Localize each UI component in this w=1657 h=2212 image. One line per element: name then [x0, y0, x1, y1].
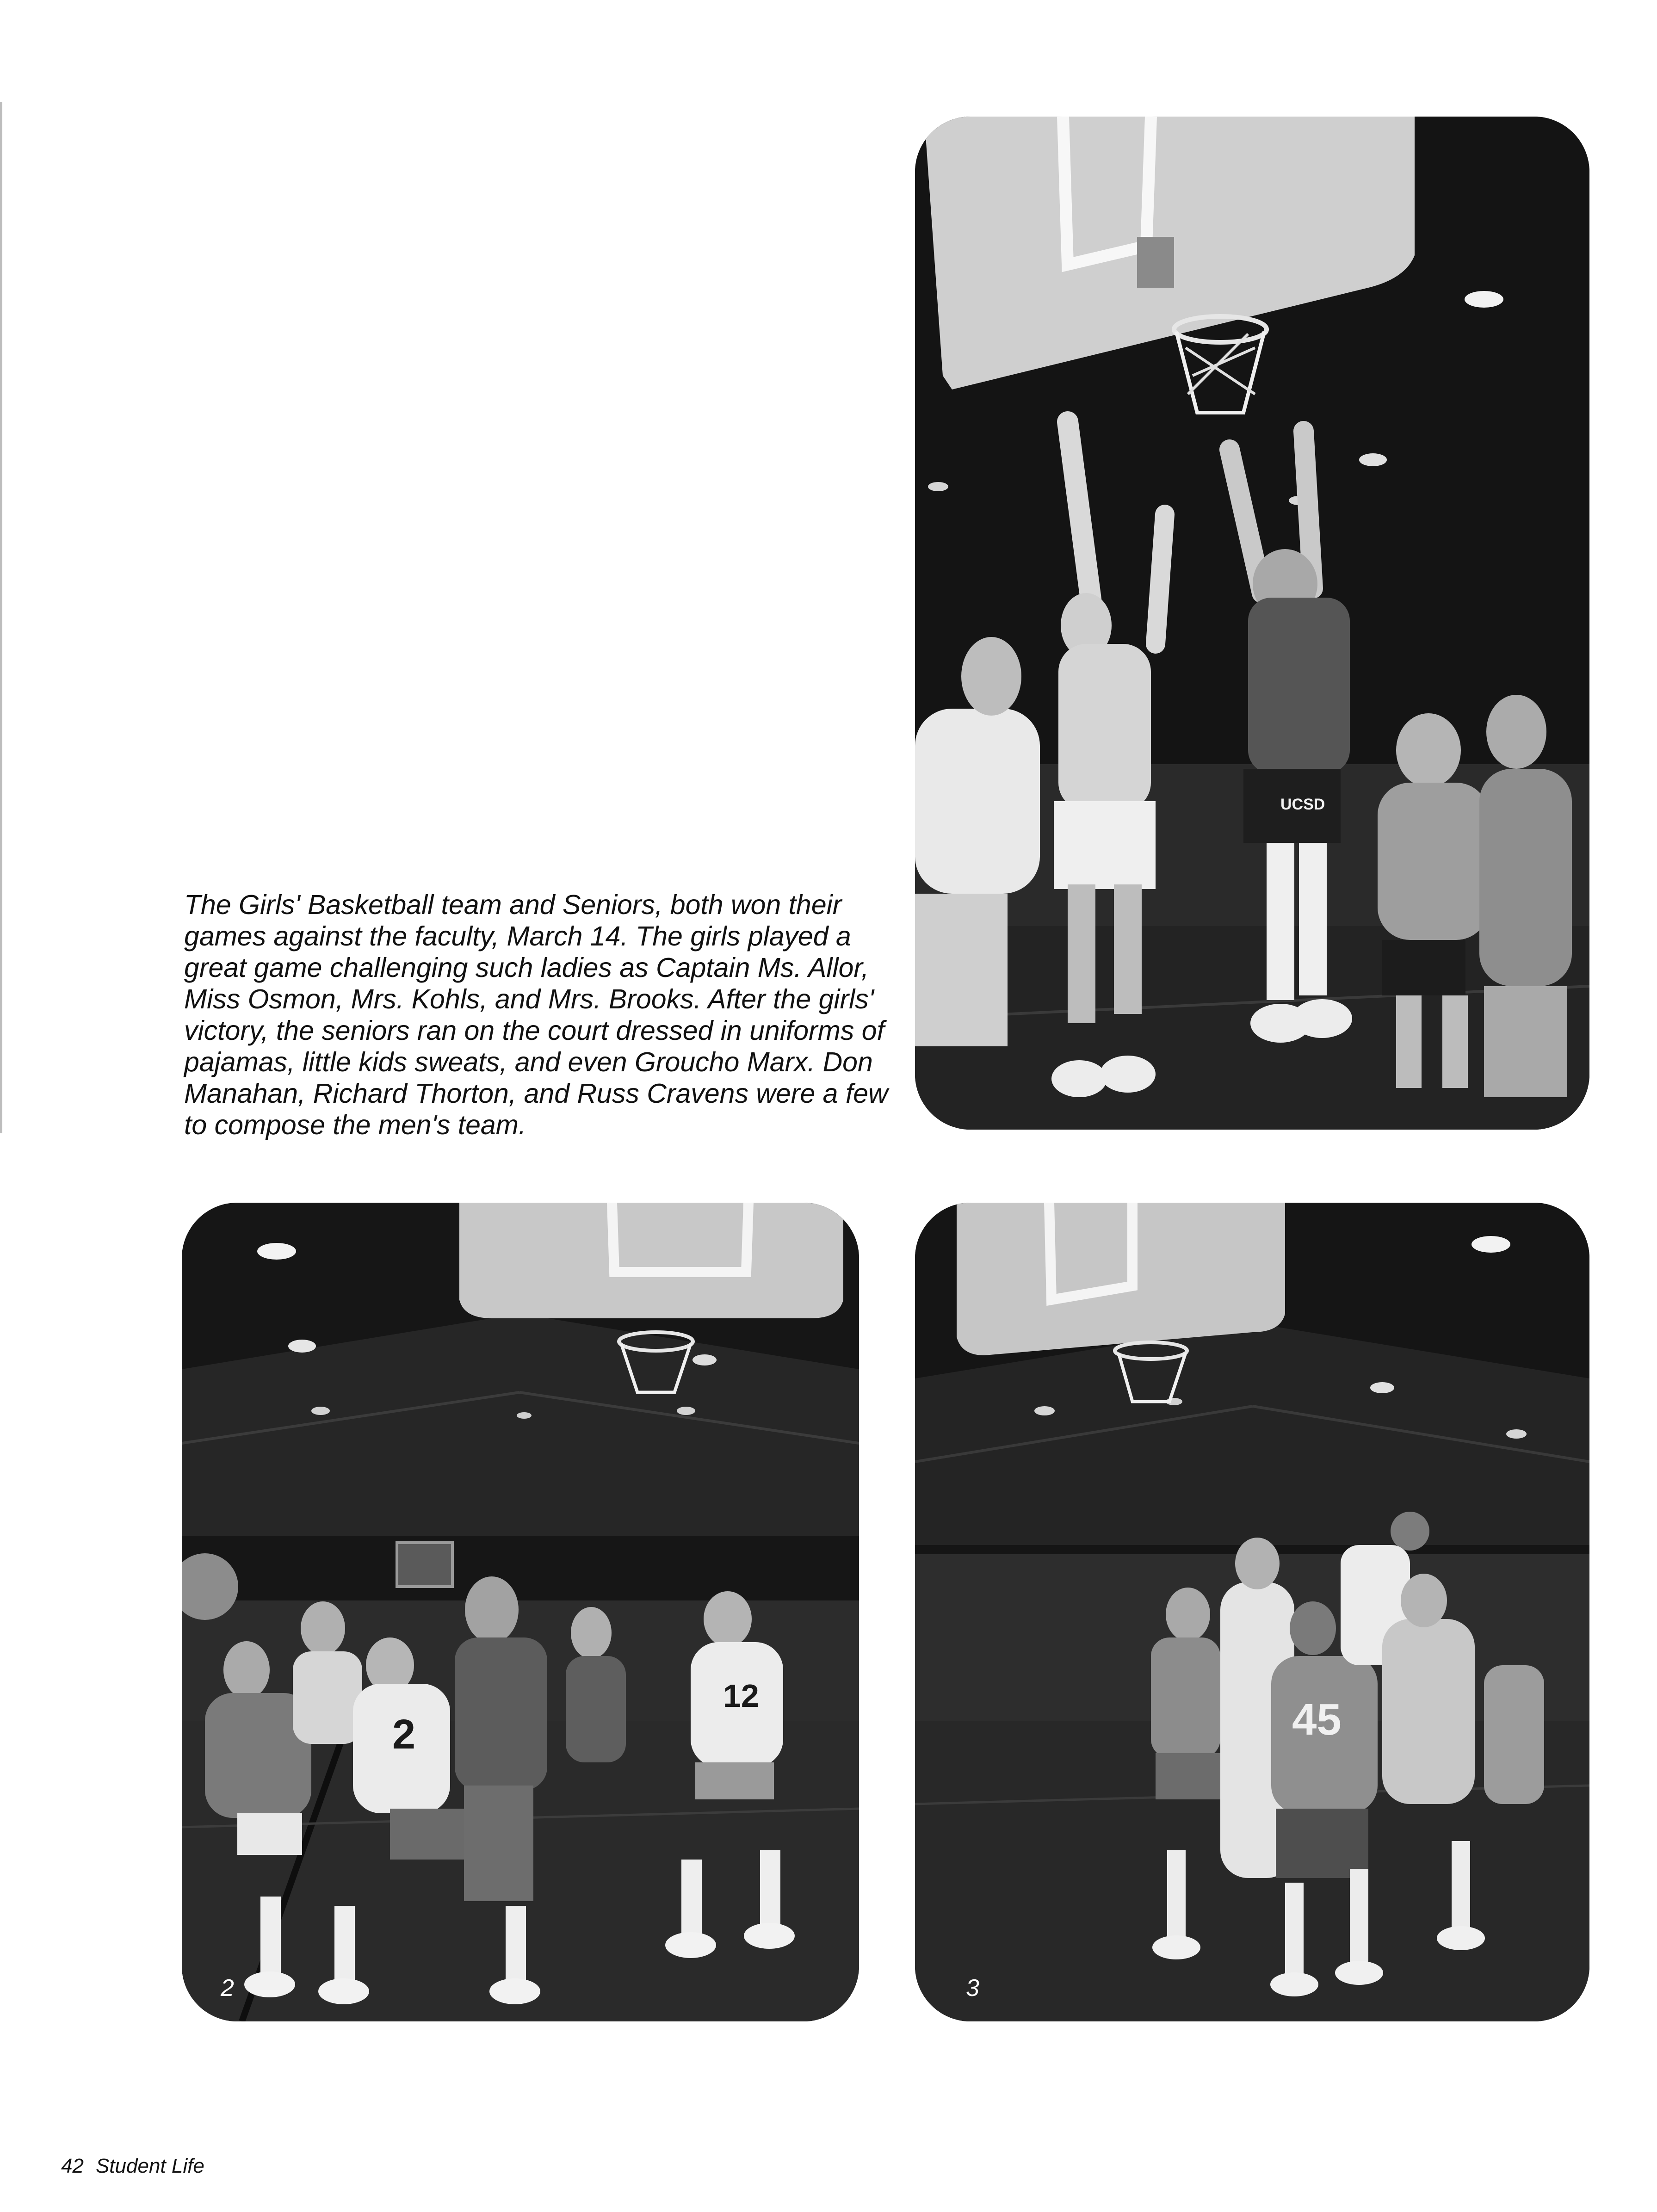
- photo-caption: [184, 889, 887, 1141]
- photo-jump-ball-image: [915, 117, 1589, 1130]
- section-title: Student Life: [95, 2155, 204, 2177]
- jersey-text-ucsd: UCSD: [1280, 796, 1325, 813]
- jersey-number-45: 45: [1292, 1695, 1342, 1744]
- caption-line: Manahan, Richard Thorton, and Russ Cravens were a few: [184, 1078, 888, 1109]
- page-footer: [61, 2155, 204, 2178]
- photo-number-3: 3: [966, 1975, 979, 2002]
- photo-jump-ball: [915, 117, 1589, 1130]
- photo-girls-game-image: [182, 1203, 859, 2021]
- photo-mens-game-image: [915, 1203, 1589, 2021]
- left-margin-rule: [0, 102, 2, 1133]
- caption-line: pajamas, little kids sweats, and even Groucho Marx. Don: [184, 1047, 873, 1077]
- photo-number-2: 2: [221, 1975, 234, 2002]
- page-number: 42: [61, 2155, 84, 2177]
- caption-line: to compose the men's team.: [184, 1110, 526, 1140]
- jersey-number-12: 12: [723, 1678, 759, 1714]
- caption-line: victory, the seniors ran on the court dressed in uniforms of: [184, 1015, 884, 1046]
- caption-line: great game challenging such ladies as Captain Ms. Allor,: [184, 952, 869, 983]
- photo-girls-game: [182, 1203, 859, 2021]
- caption-line: Miss Osmon, Mrs. Kohls, and Mrs. Brooks. After the girls': [184, 984, 874, 1014]
- photo-mens-game: [915, 1203, 1589, 2021]
- caption-line: games against the faculty, March 14. The girls played a: [184, 921, 851, 952]
- jersey-number-2: 2: [392, 1712, 416, 1758]
- caption-line: The Girls' Basketball team and Seniors, both won their: [184, 890, 842, 920]
